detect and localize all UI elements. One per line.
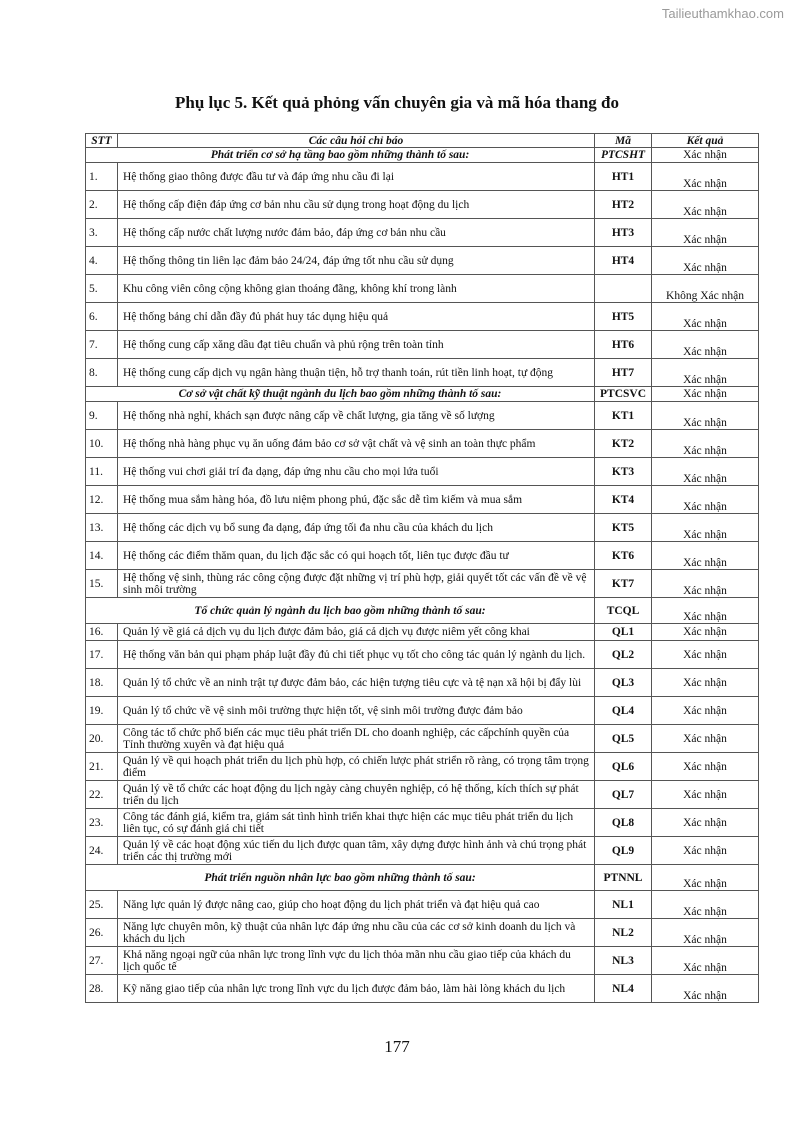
row-number: 16. (86, 624, 118, 641)
row-number: 26. (86, 919, 118, 947)
question-text: Quản lý về giá cả dịch vụ du lịch được đảm bảo, giá cả dịch vụ được niêm yết công khai (118, 624, 595, 641)
section-result: Xác nhận (652, 865, 759, 891)
question-text: Kỹ năng giao tiếp của nhân lực trong lĩnh vực du lịch được đảm bảo, làm hài lòng khách du lịch (118, 975, 595, 1003)
question-code: NL4 (595, 975, 652, 1003)
question-code: HT2 (595, 191, 652, 219)
question-code: NL1 (595, 891, 652, 919)
result-text: Xác nhận (652, 486, 759, 514)
question-text: Hệ thống văn bản qui phạm pháp luật đầy đủ chi tiết phục vụ tốt cho công tác quản lý ngành du lịch. (118, 641, 595, 669)
table-header-row (86, 134, 759, 148)
result-text: Xác nhận (652, 809, 759, 837)
table-row (86, 219, 759, 247)
result-text: Xác nhận (652, 669, 759, 697)
question-code: QL3 (595, 669, 652, 697)
row-number: 13. (86, 514, 118, 542)
section-code: PTCSVC (595, 387, 652, 402)
question-text: Hệ thống giao thông được đầu tư và đáp ứng nhu cầu đi lại (118, 163, 595, 191)
question-text: Năng lực quản lý được nâng cao, giúp cho hoạt động du lịch phát triển và đạt hiệu quả cao (118, 891, 595, 919)
question-text: Hệ thống mua sắm hàng hóa, đồ lưu niệm phong phú, đặc sắc dễ tìm kiếm và mua sắm (118, 486, 595, 514)
row-number: 14. (86, 542, 118, 570)
result-text: Không Xác nhận (652, 275, 759, 303)
table-row (86, 359, 759, 387)
question-code: NL2 (595, 919, 652, 947)
header-stt: STT (86, 134, 118, 148)
result-text: Xác nhận (652, 303, 759, 331)
table-row (86, 514, 759, 542)
table-row (86, 331, 759, 359)
result-text: Xác nhận (652, 458, 759, 486)
table-row (86, 975, 759, 1003)
question-code: QL4 (595, 697, 652, 725)
table-row (86, 458, 759, 486)
question-text: Hệ thống nhà nghỉ, khách sạn được nâng cấp về chất lượng, gia tăng về số lượng (118, 402, 595, 430)
table-row (86, 891, 759, 919)
question-code: QL8 (595, 809, 652, 837)
row-number: 17. (86, 641, 118, 669)
result-text: Xác nhận (652, 919, 759, 947)
row-number: 2. (86, 191, 118, 219)
result-text: Xác nhận (652, 163, 759, 191)
row-number: 22. (86, 781, 118, 809)
question-text: Hệ thống bảng chỉ dẫn đầy đủ phát huy tác dụng hiệu quả (118, 303, 595, 331)
question-text: Hệ thống các dịch vụ bổ sung đa dạng, đáp ứng tối đa nhu cầu của khách du lịch (118, 514, 595, 542)
table-row (86, 725, 759, 753)
result-text: Xác nhận (652, 430, 759, 458)
result-text: Xác nhận (652, 402, 759, 430)
row-number: 27. (86, 947, 118, 975)
result-text: Xác nhận (652, 947, 759, 975)
row-number: 15. (86, 570, 118, 598)
question-text: Khu công viên công cộng không gian thoáng đãng, không khí trong lành (118, 275, 595, 303)
table-body (86, 148, 759, 1003)
row-number: 10. (86, 430, 118, 458)
table-row (86, 247, 759, 275)
question-text: Hệ thống nhà hàng phục vụ ăn uống đảm bảo cơ sở vật chất và vệ sinh an toàn thực phẩm (118, 430, 595, 458)
result-text: Xác nhận (652, 697, 759, 725)
row-number: 6. (86, 303, 118, 331)
table-row (86, 809, 759, 837)
question-code: QL6 (595, 753, 652, 781)
question-text: Công tác đánh giá, kiểm tra, giám sát tình hình triển khai thực hiện các mục tiêu phát triển du lịch liên tục, có sự đánh giá chi tiết (118, 809, 595, 837)
table-row (86, 781, 759, 809)
question-code: KT1 (595, 402, 652, 430)
question-text: Hệ thống thông tin liên lạc đảm bảo 24/24, đáp ứng tốt nhu cầu sử dụng (118, 247, 595, 275)
section-row (86, 148, 759, 163)
header-question: Các câu hỏi chỉ báo (118, 134, 595, 148)
result-text: Xác nhận (652, 542, 759, 570)
question-text: Quản lý tổ chức về vệ sinh môi trường thực hiện tốt, vệ sinh môi trường được đảm bảo (118, 697, 595, 725)
section-title: Phát triển cơ sở hạ tầng bao gồm những thành tố sau: (86, 148, 595, 163)
row-number: 18. (86, 669, 118, 697)
table-row (86, 191, 759, 219)
question-code: NL3 (595, 947, 652, 975)
question-code: KT3 (595, 458, 652, 486)
question-text: Hệ thống cấp điện đáp ứng cơ bản nhu cầu sử dụng trong hoạt động du lịch (118, 191, 595, 219)
section-title: Tổ chức quản lý ngành du lịch bao gồm những thành tố sau: (86, 598, 595, 624)
section-title: Cơ sở vật chất kỹ thuật ngành du lịch bao gồm những thành tố sau: (86, 387, 595, 402)
expert-interview-table (85, 133, 759, 1003)
question-text: Hệ thống cung cấp xăng dầu đạt tiêu chuẩn và phủ rộng trên toàn tỉnh (118, 331, 595, 359)
question-code: HT6 (595, 331, 652, 359)
table-row (86, 163, 759, 191)
row-number: 9. (86, 402, 118, 430)
row-number: 21. (86, 753, 118, 781)
result-text: Xác nhận (652, 219, 759, 247)
question-code (595, 275, 652, 303)
question-code: KT2 (595, 430, 652, 458)
question-code: HT4 (595, 247, 652, 275)
question-text: Quản lý về các hoạt động xúc tiến du lịch được quan tâm, xây dựng được hình ảnh và chú trọng phát triển các thị trường mới (118, 837, 595, 865)
result-text: Xác nhận (652, 359, 759, 387)
page-number: 177 (384, 1037, 410, 1056)
question-code: QL1 (595, 624, 652, 641)
question-code: KT5 (595, 514, 652, 542)
result-text: Xác nhận (652, 891, 759, 919)
question-text: Hệ thống cung cấp dịch vụ ngân hàng thuận tiện, hỗ trợ thanh toán, rút tiền linh hoạt, tự động (118, 359, 595, 387)
section-row (86, 865, 759, 891)
question-code: KT4 (595, 486, 652, 514)
question-text: Hệ thống vui chơi giải trí đa dạng, đáp ứng nhu cầu cho mọi lứa tuổi (118, 458, 595, 486)
question-code: KT6 (595, 542, 652, 570)
section-title: Phát triển nguồn nhân lực bao gồm những thành tố sau: (86, 865, 595, 891)
table-row (86, 947, 759, 975)
table-row (86, 402, 759, 430)
question-text: Quản lý tổ chức về an ninh trật tự được đảm bảo, các hiện tượng tiêu cực và tệ nạn xã hội bị đẩy lùi (118, 669, 595, 697)
row-number: 5. (86, 275, 118, 303)
row-number: 12. (86, 486, 118, 514)
section-code: PTNNL (595, 865, 652, 891)
result-text: Xác nhận (652, 624, 759, 641)
section-code: TCQL (595, 598, 652, 624)
table-row (86, 669, 759, 697)
question-code: HT3 (595, 219, 652, 247)
section-result: Xác nhận (652, 148, 759, 163)
page-title: Phụ lục 5. Kết quả phỏng vấn chuyên gia và mã hóa thang đo (175, 93, 619, 112)
question-text: Quản lý về qui hoạch phát triển du lịch phù hợp, có chiến lược phát striển rõ ràng, có trọng tâm trọng điểm (118, 753, 595, 781)
question-code: QL7 (595, 781, 652, 809)
table-row (86, 430, 759, 458)
header-code: Mã (595, 134, 652, 148)
table-row (86, 542, 759, 570)
row-number: 8. (86, 359, 118, 387)
question-code: HT5 (595, 303, 652, 331)
table-row (86, 641, 759, 669)
section-result: Xác nhận (652, 387, 759, 402)
question-text: Hệ thống các điểm thăm quan, du lịch đặc sắc có qui hoạch tốt, liên tục được đầu tư (118, 542, 595, 570)
table-row (86, 624, 759, 641)
question-text: Năng lực chuyên môn, kỹ thuật của nhân lực đáp ứng nhu cầu của các cơ sở kinh doanh du lịch và khách du lịch (118, 919, 595, 947)
section-result: Xác nhận (652, 598, 759, 624)
question-code: QL9 (595, 837, 652, 865)
table-row (86, 486, 759, 514)
row-number: 20. (86, 725, 118, 753)
result-text: Xác nhận (652, 331, 759, 359)
result-text: Xác nhận (652, 781, 759, 809)
table-row (86, 303, 759, 331)
table-row (86, 697, 759, 725)
question-text: Quản lý về tổ chức các hoạt động du lịch ngày càng chuyên nghiệp, có hệ thống, kích thích sự phát triển du lịch (118, 781, 595, 809)
row-number: 1. (86, 163, 118, 191)
row-number: 24. (86, 837, 118, 865)
section-row (86, 598, 759, 624)
table-row (86, 570, 759, 598)
result-text: Xác nhận (652, 191, 759, 219)
row-number: 11. (86, 458, 118, 486)
section-code: PTCSHT (595, 148, 652, 163)
row-number: 25. (86, 891, 118, 919)
result-text: Xác nhận (652, 837, 759, 865)
row-number: 23. (86, 809, 118, 837)
question-code: KT7 (595, 570, 652, 598)
result-text: Xác nhận (652, 514, 759, 542)
table-row (86, 919, 759, 947)
result-text: Xác nhận (652, 753, 759, 781)
section-row (86, 387, 759, 402)
question-text: Khả năng ngoại ngữ của nhân lực trong lĩnh vực du lịch thỏa mãn nhu cầu giao tiếp của khách du lịch quốc tế (118, 947, 595, 975)
row-number: 3. (86, 219, 118, 247)
table-row (86, 837, 759, 865)
row-number: 4. (86, 247, 118, 275)
question-code: HT1 (595, 163, 652, 191)
watermark: Tailieuthamkhao.com (661, 6, 784, 21)
row-number: 7. (86, 331, 118, 359)
question-code: QL5 (595, 725, 652, 753)
result-text: Xác nhận (652, 975, 759, 1003)
question-text: Hệ thống cấp nước chất lượng nước đảm bảo, đáp ứng cơ bản nhu cầu (118, 219, 595, 247)
row-number: 28. (86, 975, 118, 1003)
result-text: Xác nhận (652, 570, 759, 598)
result-text: Xác nhận (652, 247, 759, 275)
question-text: Công tác tổ chức phổ biến các mục tiêu phát triển DL cho doanh nghiệp, các cấpchính quyền của Tỉnh thường xuyên và đạt hiệu quả (118, 725, 595, 753)
table-row (86, 753, 759, 781)
question-text: Hệ thống vệ sinh, thùng rác công cộng được đặt những vị trí phù hợp, giải quyết tốt các vấn đề về vệ sinh môi trường (118, 570, 595, 598)
row-number: 19. (86, 697, 118, 725)
question-code: QL2 (595, 641, 652, 669)
result-text: Xác nhận (652, 725, 759, 753)
table-row (86, 275, 759, 303)
question-code: HT7 (595, 359, 652, 387)
header-result: Kết quả (652, 134, 759, 148)
result-text: Xác nhận (652, 641, 759, 669)
